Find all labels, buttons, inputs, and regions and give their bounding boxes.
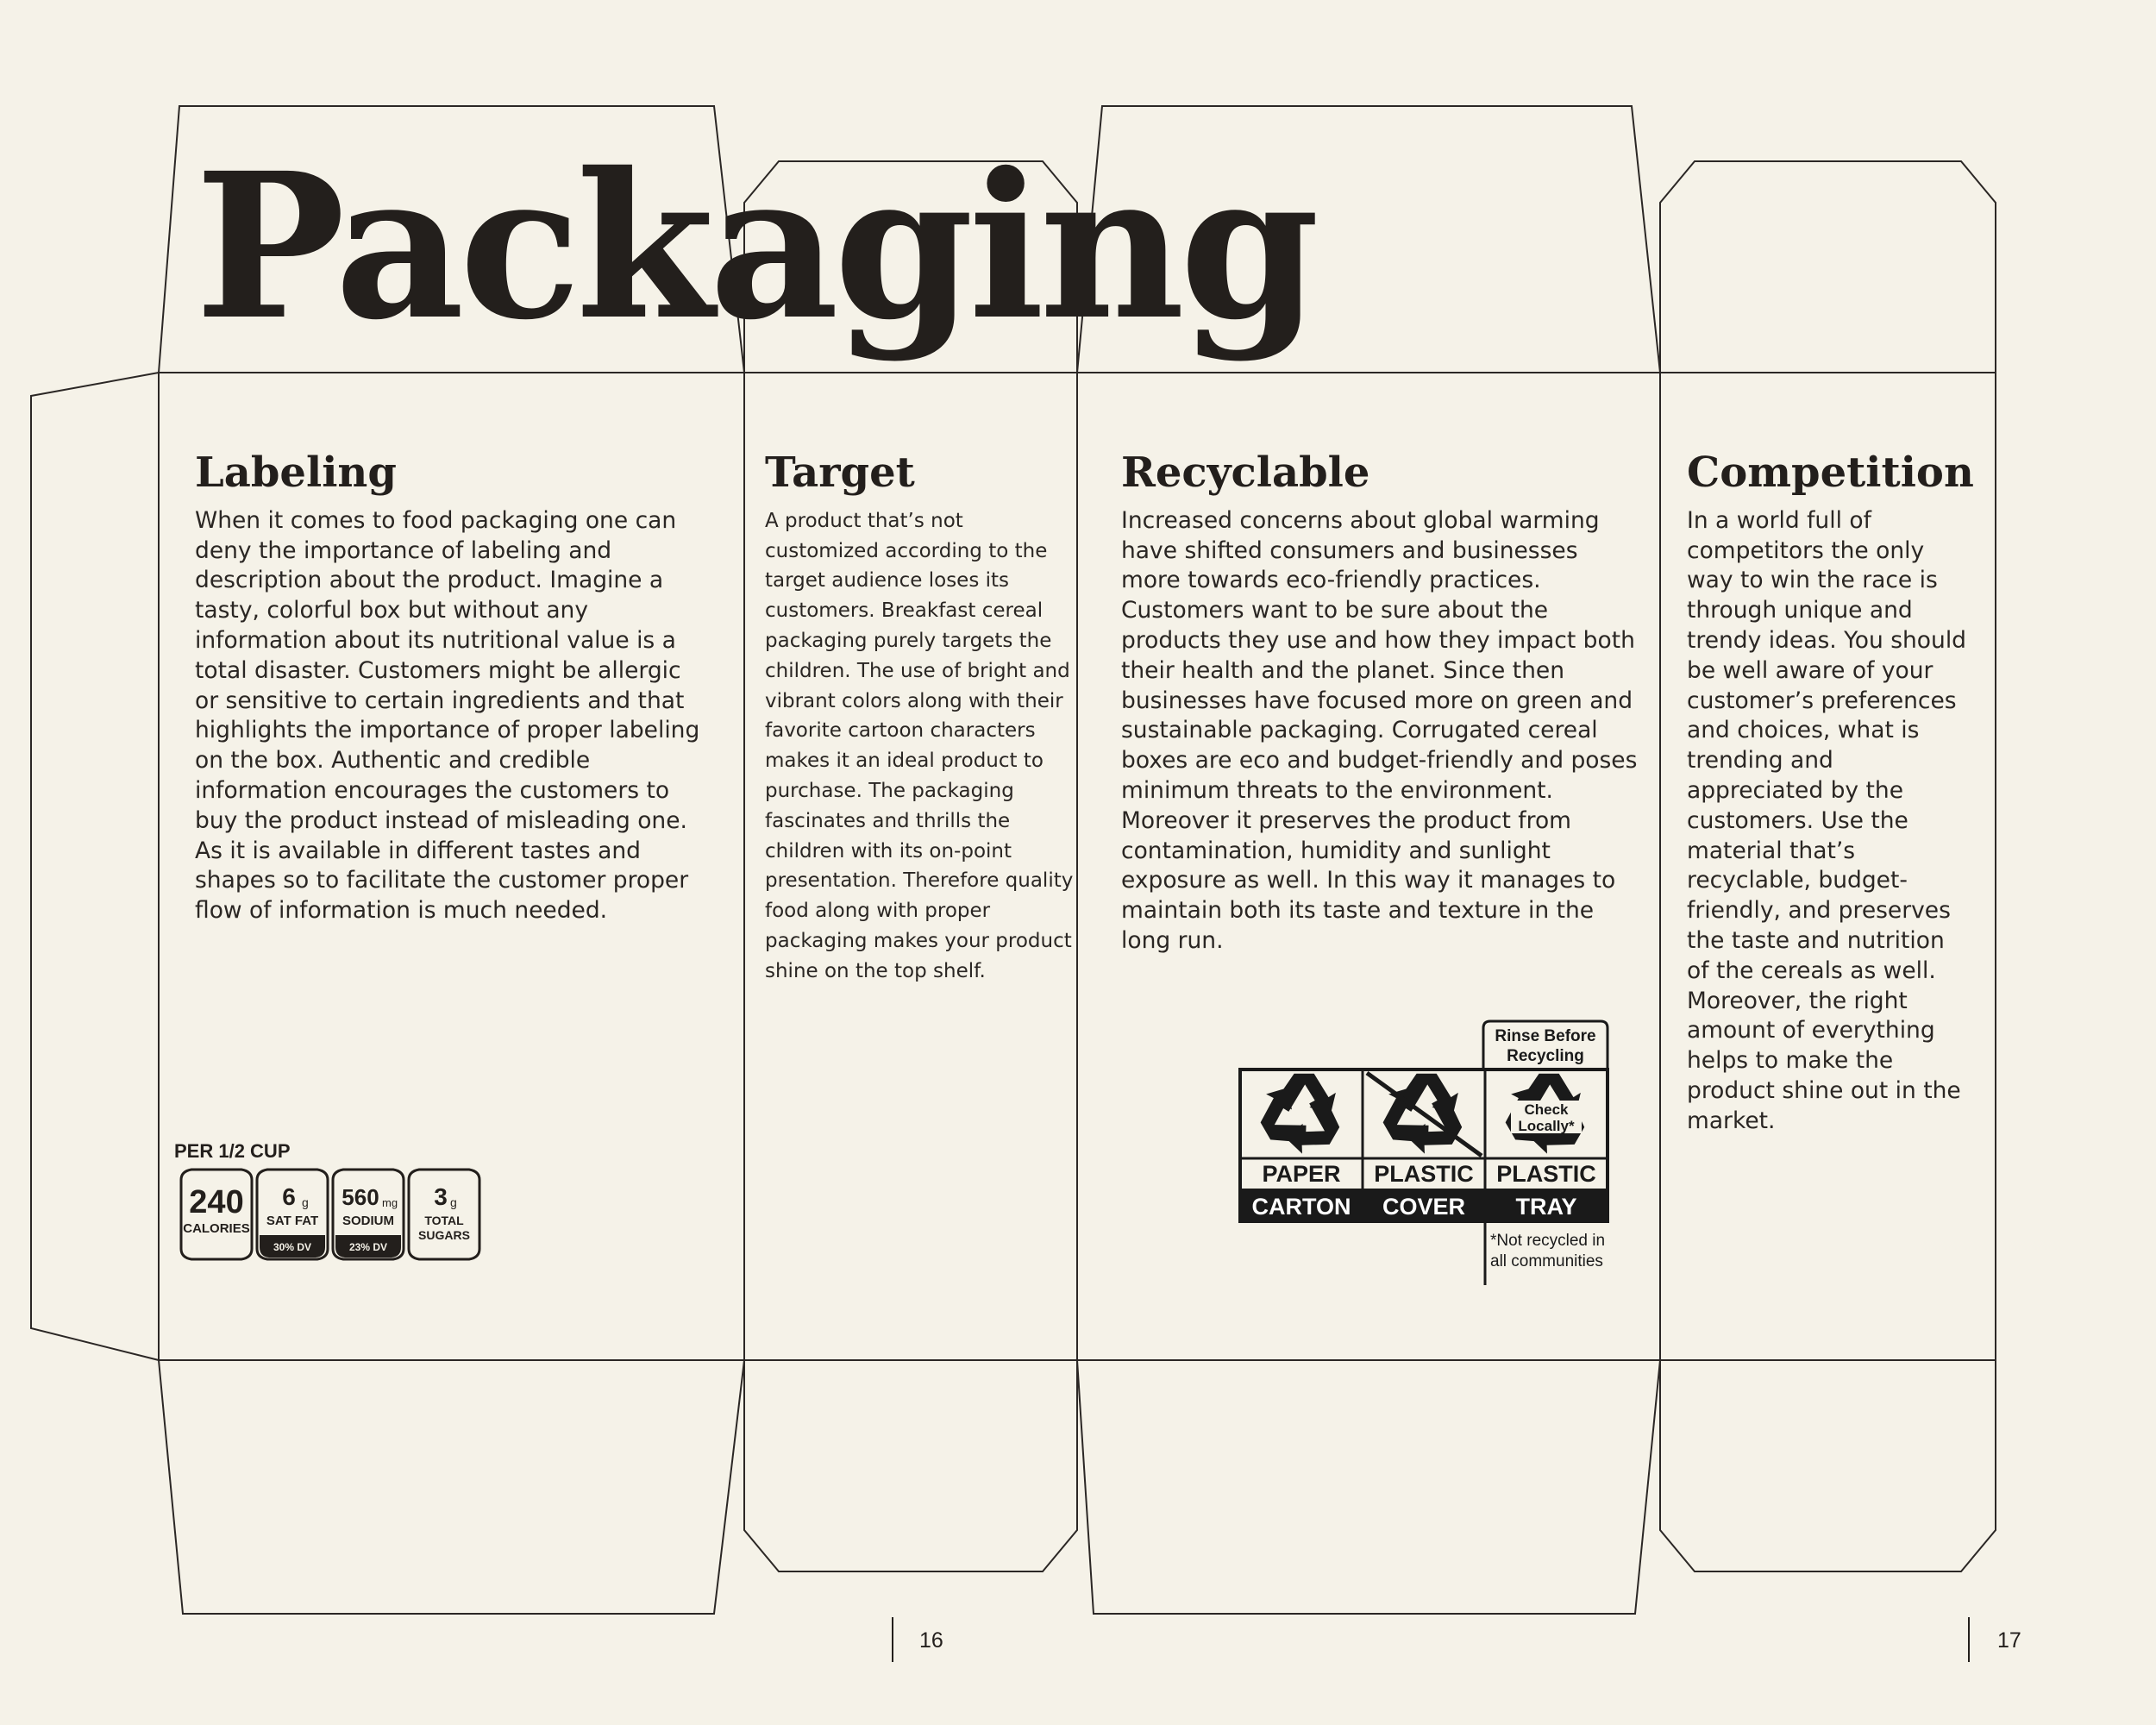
page-rule-right <box>1968 1617 1970 1662</box>
section-body: A product that’s not customized according to the target audience loses its customers. Breakfast cereal packaging purely targets the children. The use of bright and vibrant colors along with their favorite cartoon characters makes it an ideal product to purchase. The packaging fascinates and thrills the children with its on-point presentation. Therefore quality food along with proper packaging makes your product shine on the top shelf. <box>765 509 1074 982</box>
footnote-line-2: all communities <box>1490 1252 1603 1270</box>
rinse-line-2: Recycling <box>1507 1047 1584 1065</box>
section-recyclable <box>1121 450 1639 957</box>
section-heading: Competition <box>1687 448 1974 497</box>
page-rule-left <box>892 1617 893 1662</box>
sugars-label-1: TOTAL <box>424 1214 464 1227</box>
page-title: Packaging <box>195 129 1315 364</box>
recycle-label-bottom: CARTON <box>1251 1194 1351 1220</box>
sugars-label-2: SUGARS <box>418 1228 470 1242</box>
sat-fat-dv: 30% DV <box>273 1241 312 1253</box>
section-body: When it comes to food packaging one can deny the importance of labeling and description about the product. Imagine a tasty, colorful box but without any information about its nutritional value is a total disaster. Customers might be allergic or sensitive to certain ingredients and that highlights the importance of proper labeling on the box. Authentic and credible information encourages the customers to buy the product instead of misleading one. As it is available in different tastes and shapes so to facilitate the customer proper flow of information is much needed. <box>195 506 700 925</box>
recycle-label-top: PLASTIC <box>1374 1161 1474 1187</box>
nutrition-badge-calories <box>181 1170 252 1259</box>
sugars-value: 3 <box>434 1183 448 1210</box>
nutrition-badge-sodium <box>333 1170 404 1259</box>
nutrition-heading: PER 1/2 CUP <box>174 1140 291 1162</box>
rinse-line-1: Rinse Before <box>1495 1027 1596 1045</box>
sugars-unit: g <box>450 1195 457 1209</box>
section-heading: Recyclable <box>1121 448 1370 497</box>
page-number-left: 16 <box>919 1628 943 1653</box>
section-labeling <box>195 450 704 926</box>
section-target <box>765 450 1075 987</box>
check-line-1: Check <box>1524 1101 1569 1118</box>
nutrition-facts <box>172 1137 517 1266</box>
footnote-line-1: *Not recycled in <box>1490 1232 1606 1250</box>
section-heading: Labeling <box>195 448 397 497</box>
section-heading: Target <box>765 448 915 497</box>
sat-fat-unit: g <box>302 1195 309 1209</box>
sodium-dv: 23% DV <box>348 1241 388 1253</box>
sat-fat-label: SAT FAT <box>266 1214 319 1228</box>
recycle-icon <box>1250 1074 1350 1164</box>
check-line-2: Locally* <box>1518 1118 1575 1134</box>
recycle-label-bottom: TRAY <box>1515 1194 1577 1220</box>
section-body: In a world full of competitors the only way to win the race is through unique and trendy ideas. You should be well aware of your customer’s preferences and choices, what is trending and appreciated by the customers. Use the material that’s recyclable, budget-friendly, and preserves the taste and nutrition of the cereals as well. Moreover, the right amount of everything helps to make the product shine out in the market. <box>1687 506 1967 1134</box>
section-competition <box>1687 448 1974 1137</box>
section-body: Increased concerns about global warming have shifted consumers and businesses more towards eco-friendly practices. Customers want to be sure about the products they use and how they impact both their health and the planet. Since then businesses have focused more on green and sustainable packaging. Corrugated cereal boxes are eco and budget-friendly and poses minimum threats to the environment. Moreover it preserves the product from contamination, humidity and sunlight exposure as well. In this way it manages to maintain both its taste and texture in the long run. <box>1121 506 1638 954</box>
sodium-label: SODIUM <box>342 1214 394 1228</box>
recycle-label-top: PLASTIC <box>1496 1161 1596 1187</box>
nutrition-badge-sugars <box>409 1170 479 1259</box>
page-number-right: 17 <box>1997 1628 2021 1653</box>
rinse-before-recycling-tab <box>1483 1021 1608 1070</box>
sodium-unit: mg <box>382 1196 398 1209</box>
sat-fat-value: 6 <box>282 1183 296 1210</box>
recycle-label-top: PAPER <box>1262 1161 1341 1187</box>
nutrition-badge-sat-fat <box>257 1170 328 1259</box>
calories-value: 240 <box>189 1184 244 1220</box>
recycle-label-bottom: COVER <box>1382 1194 1466 1220</box>
recycling-label <box>1233 1018 1613 1294</box>
calories-label: CALORIES <box>183 1221 250 1236</box>
sodium-value: 560 <box>342 1184 379 1210</box>
